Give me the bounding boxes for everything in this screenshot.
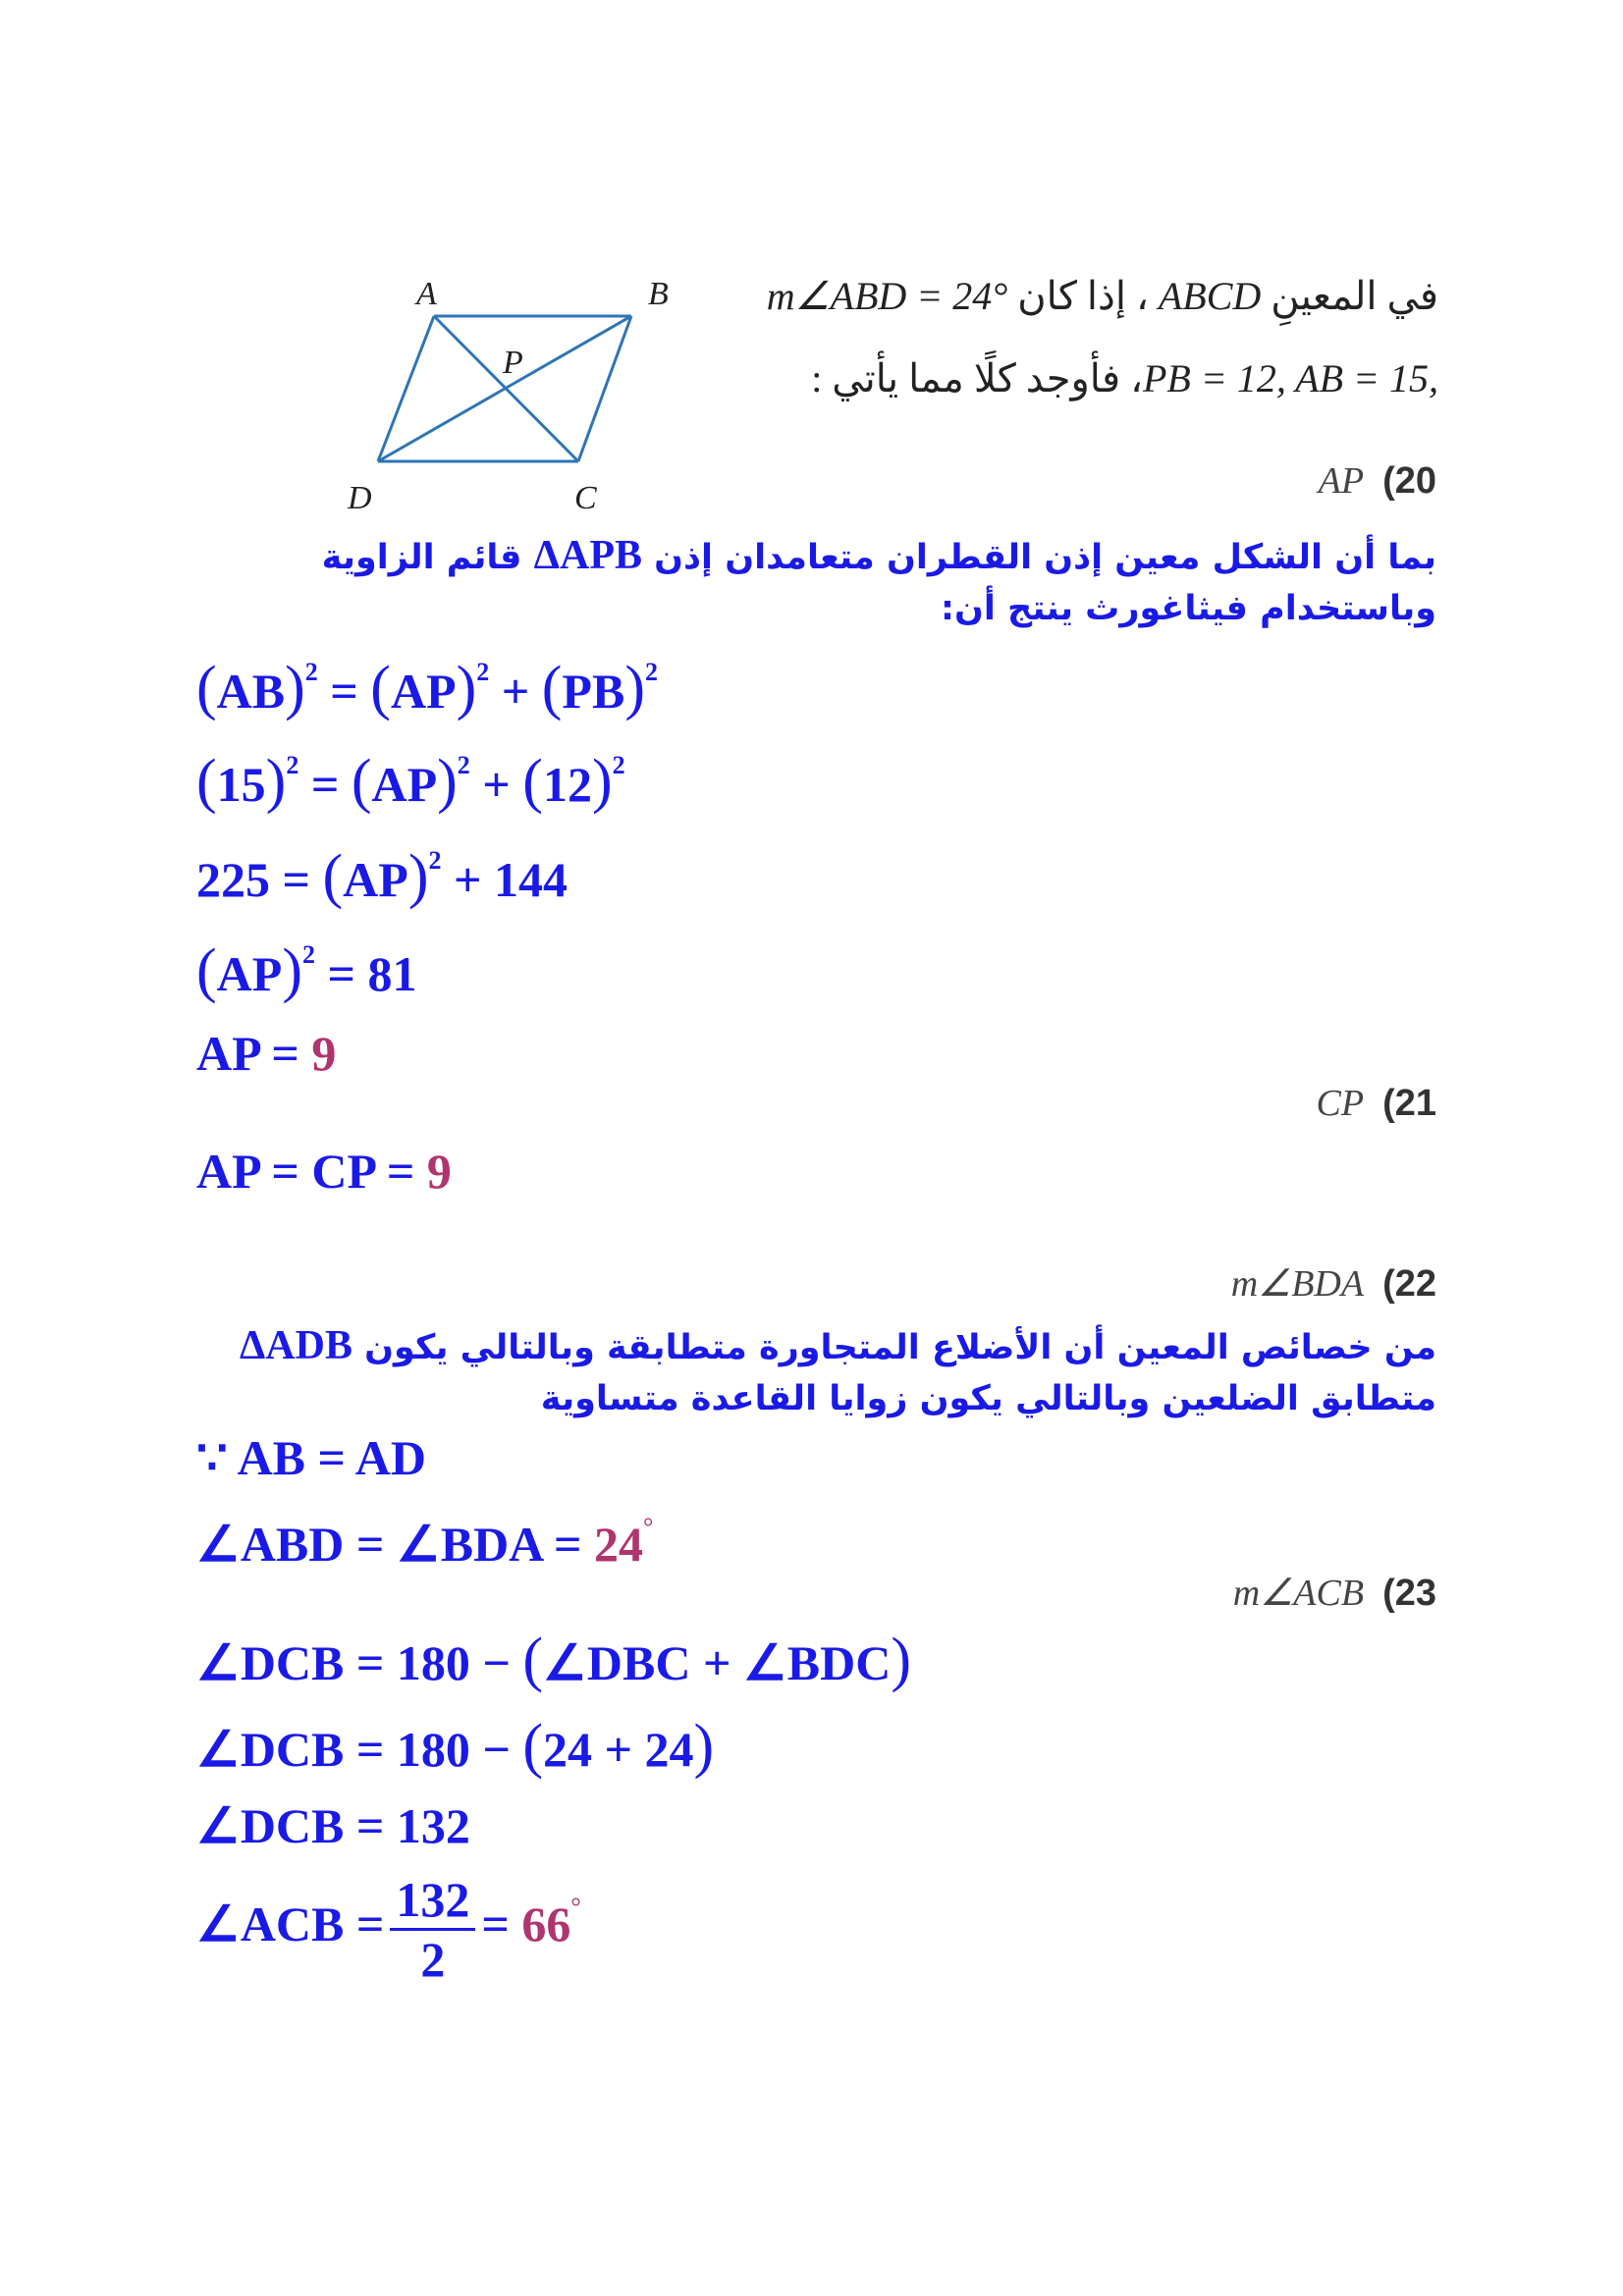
- equation-20-line-4: (AP)$^2$ = 81: [196, 937, 417, 1004]
- equation-23-line-4: ∠ACB = $\frac{132}{2}$ = 66°: [196, 1872, 581, 1987]
- answer-21: 9: [426, 1144, 452, 1199]
- equation-23-line-3: ∠DCB = 132: [196, 1798, 470, 1853]
- equation-22-line-2: ∠ABD = ∠BDA = 24°: [196, 1513, 654, 1572]
- explanation-20-line-1: بما أن الشكل معين إذن القطران متعامدان إذن ΔAPB قائم الزاوية: [321, 533, 1436, 578]
- equation-20-line-5: AP = 9: [196, 1026, 337, 1081]
- equation-20-line-3: 225 = (AP)$^2$ + 144: [196, 843, 568, 910]
- explanation-22-line-2: متطابق الضلعين وبالتالي يكون زوايا القاعدة متساوية: [540, 1379, 1436, 1418]
- question-21-label: CP (21: [1316, 1083, 1436, 1124]
- explanation-22: [199, 1320, 1436, 1424]
- question-22-label: m∠BDA (22: [1230, 1263, 1436, 1305]
- explanation-22-line-1: من خصائص المعين أن الأضلاع المتجاورة متطابقة وبالتالي يكون ΔADB: [239, 1323, 1436, 1368]
- answer-22: 24: [594, 1517, 644, 1572]
- answer-23: 66: [521, 1896, 571, 1951]
- side-da: [378, 316, 434, 461]
- question-20-label: AP (20: [1318, 460, 1436, 502]
- label-a: A: [416, 276, 437, 312]
- label-d: D: [348, 480, 372, 516]
- label-c: C: [574, 480, 597, 516]
- rhombus-figure: [334, 265, 707, 520]
- equation-20-line-2: $(15)^2 = (AP)^2 + (12)^2$: [196, 748, 625, 815]
- label-b: B: [648, 276, 669, 312]
- equation-20-line-1: (AB)$^2$ = (AP)$^2$ + (PB)$^2$: [196, 655, 658, 721]
- problem-line-1: في المعينِ ABCD ، إذا كان m∠ABD = 24°: [766, 274, 1438, 318]
- diagonal-bd: [378, 316, 631, 461]
- problem-line-2: PB = 12, AB = 15,، فأوجد كلًا مما يأتي :: [811, 356, 1438, 400]
- label-p: P: [503, 345, 523, 381]
- explanation-20: [199, 530, 1436, 634]
- fraction: $\frac{132}{2}$: [390, 1875, 475, 1984]
- equation-23-line-2: ∠DCB = 180 − (24 + 24): [196, 1713, 715, 1780]
- answer-20: 9: [311, 1026, 337, 1081]
- question-23-label: m∠ACB (23: [1232, 1573, 1436, 1614]
- equation-21: AP = CP = 9: [196, 1144, 452, 1199]
- explanation-20-line-2: وباستخدام فيثاغورث ينتج أن:: [940, 589, 1436, 628]
- equation-22-line-1: ∵ AB = AD: [196, 1430, 426, 1485]
- side-bc: [578, 316, 631, 461]
- equation-23-line-1: ∠DCB = 180 − (∠DBC + ∠BDC): [196, 1627, 911, 1693]
